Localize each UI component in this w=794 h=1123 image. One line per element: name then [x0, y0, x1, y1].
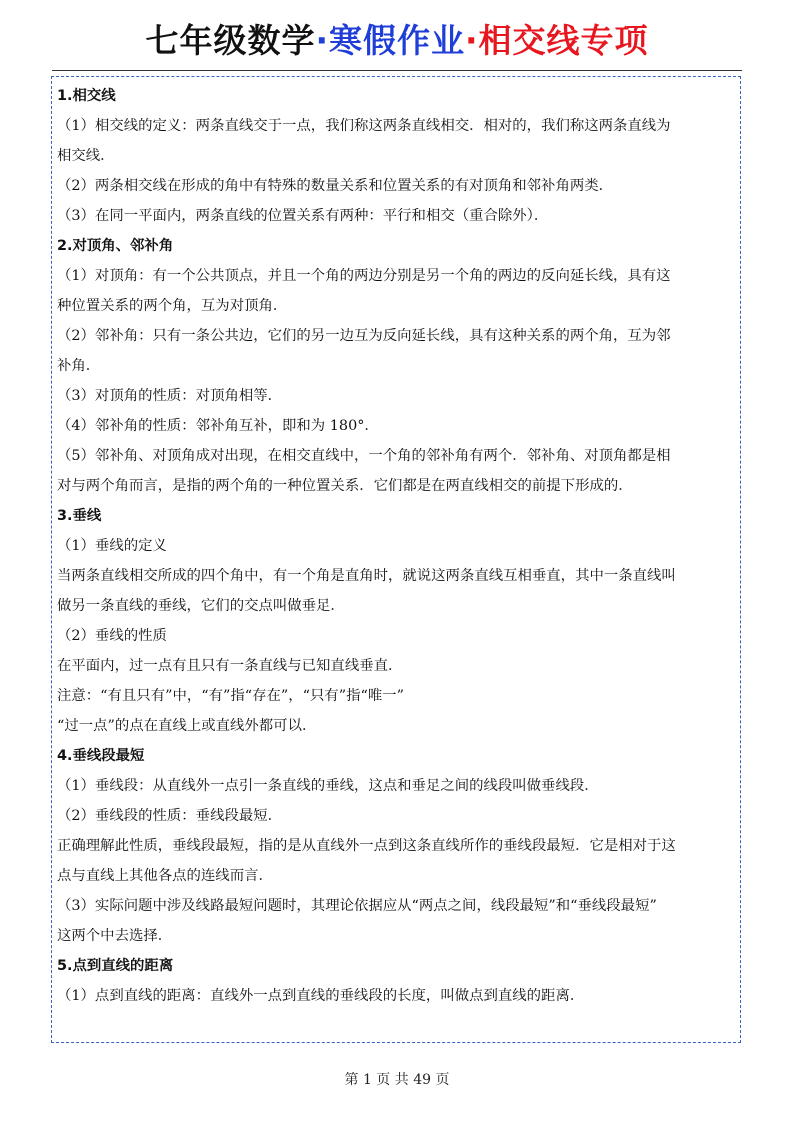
title-separator: ·	[315, 21, 329, 60]
title-topic: 相交线专项	[478, 21, 649, 60]
text-line: 正确理解此性质，垂线段最短，指的是从直线外一点到这条直线所作的垂线段最短．它是相对于这	[57, 838, 676, 854]
content-body	[57, 81, 740, 1011]
text-line: 对与两个角而言，是指的两个角的一种位置关系．它们都是在两直线相交的前提下形成的．	[57, 478, 633, 494]
text-line: 这两个中去选择．	[57, 928, 173, 944]
text-line: （1）垂线的定义	[57, 538, 167, 554]
page-footer: 第 1 页 共 49 页	[344, 1072, 450, 1088]
text-line: （1）垂线段：从直线外一点引一条直线的垂线，这点和垂足之间的线段叫做垂线段．	[57, 778, 599, 794]
text-line: （3）在同一平面内，两条直线的位置关系有两种：平行和相交（重合除外）．	[57, 208, 549, 224]
title-separator: ·	[465, 21, 479, 60]
page-title	[0, 18, 794, 64]
title-subject: 七年级数学	[145, 21, 316, 60]
text-line: （2）两条相交线在形成的角中有特殊的数量关系和位置关系的有对顶角和邻补角两类．	[57, 178, 614, 194]
text-line: （2）垂线段的性质：垂线段最短．	[57, 808, 283, 824]
text-line: （3）对顶角的性质：对顶角相等．	[57, 388, 283, 404]
section-heading: 3.垂线	[57, 508, 102, 524]
text-line: （3）实际问题中涉及线路最短问题时，其理论依据应从“两点之间，线段最短”和“垂线段最短”	[57, 898, 657, 914]
section-heading: 5.点到直线的距离	[57, 958, 174, 974]
text-line: “过一点”的点在直线上或直线外都可以．	[57, 718, 317, 734]
text-line: （1）对顶角：有一个公共顶点，并且一个角的两边分别是另一个角的两边的反向延长线，具有这	[57, 268, 671, 284]
section-heading: 4.垂线段最短	[57, 748, 145, 764]
header-divider	[52, 70, 742, 71]
text-line: （1）相交线的定义：两条直线交于一点，我们称这两条直线相交．相对的，我们称这两条直线为	[57, 118, 671, 134]
text-line: 补角．	[57, 358, 101, 374]
text-line: （2）垂线的性质	[57, 628, 167, 644]
text-line: 点与直线上其他各点的连线而言．	[57, 868, 273, 884]
text-line: 做另一条直线的垂线，它们的交点叫做垂足．	[57, 598, 345, 614]
text-line: 注意：“有且只有”中，“有”指“存在”，“只有”指“唯一”	[57, 688, 404, 704]
text-line: 相交线．	[57, 148, 115, 164]
text-line: 种位置关系的两个角，互为对顶角．	[57, 298, 288, 314]
text-line: 当两条直线相交所成的四个角中，有一个角是直角时，就说这两条直线互相垂直，其中一条直线叫	[57, 568, 676, 584]
title-assignment: 寒假作业	[329, 21, 465, 60]
section-heading: 1.相交线	[57, 88, 116, 104]
text-line: （1）点到直线的距离：直线外一点到直线的垂线段的长度，叫做点到直线的距离．	[57, 988, 585, 1004]
text-line: 在平面内，过一点有且只有一条直线与已知直线垂直．	[57, 658, 403, 674]
text-line: （4）邻补角的性质：邻补角互补，即和为 180°．	[57, 418, 379, 434]
section-heading: 2.对顶角、邻补角	[57, 238, 174, 254]
text-line: （5）邻补角、对顶角成对出现，在相交直线中，一个角的邻补角有两个．邻补角、对顶角都是相	[57, 448, 671, 464]
text-line: （2）邻补角：只有一条公共边，它们的另一边互为反向延长线，具有这种关系的两个角，互为邻	[57, 328, 671, 344]
